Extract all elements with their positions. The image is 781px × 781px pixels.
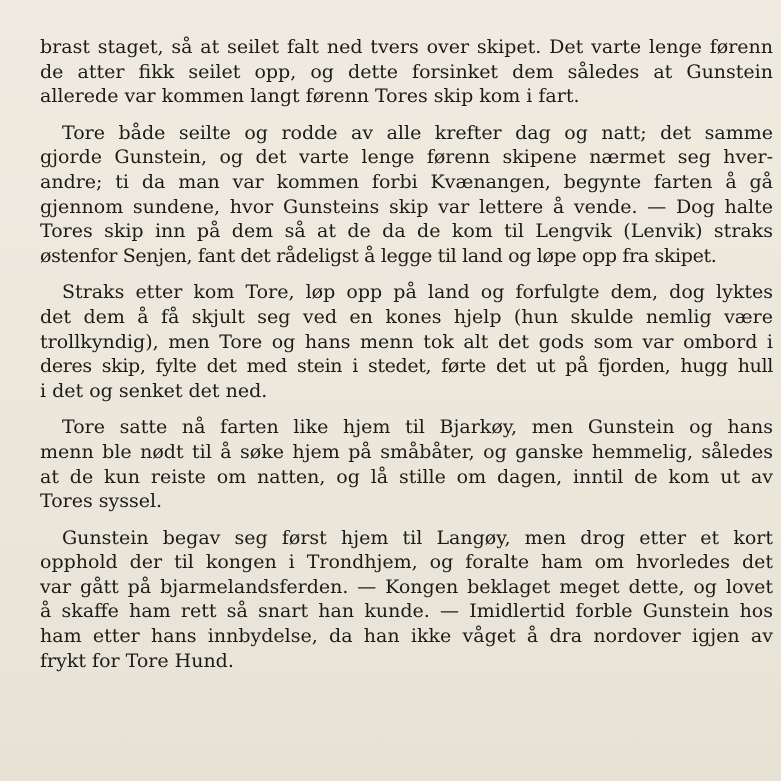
text-line: ham etter hans innbydelse, da han ikke våget å dra nordover igjen av bbox=[40, 625, 773, 648]
text-line: trollkyndig), men Tore og hans menn tok alt det gods som var ombord i bbox=[40, 330, 773, 353]
paragraph-4 bbox=[40, 415, 773, 513]
text-line: allerede var kommen langt førenn Tores skip kom i fart. bbox=[40, 85, 580, 108]
text-line: Straks etter kom Tore, løp opp på land og forfulgte dem, dog lyktes bbox=[62, 281, 773, 304]
text-line: var gått på bjarmelandsferden. — Kongen beklaget meget dette, og lovet bbox=[40, 575, 773, 598]
page-text bbox=[40, 35, 773, 685]
text-line: menn ble nødt til å søke hjem på småbåter, og ganske hemmelig, således bbox=[40, 440, 773, 463]
text-line: gjennom sundene, hvor Gunsteins skip var lettere å vende. — Dog halte bbox=[40, 195, 773, 218]
paragraph-3 bbox=[40, 280, 773, 403]
text-line: opphold der til kongen i Trondhjem, og foralte ham om hvorledes det bbox=[40, 551, 773, 574]
text-line: Tore både seilte og rodde av alle krefter dag og natt; det samme bbox=[62, 121, 773, 144]
text-line: at de kun reiste om natten, og lå stille om dagen, inntil de kom ut av bbox=[40, 465, 773, 488]
text-line: frykt for Tore Hund. bbox=[40, 649, 234, 672]
text-line: Tore satte nå farten like hjem til Bjarkøy, men Gunstein og hans bbox=[62, 416, 773, 439]
text-line: i det og senket det ned. bbox=[40, 379, 268, 402]
text-line: det dem å få skjult seg ved en kones hjelp (hun skulde nemlig være bbox=[40, 305, 773, 328]
text-line: de atter fikk seilet opp, og dette forsinket dem således at Gunstein bbox=[40, 60, 773, 83]
paragraph-1 bbox=[40, 35, 773, 109]
paragraph-5 bbox=[40, 526, 773, 674]
text-line: Tores syssel. bbox=[40, 490, 163, 513]
text-line: brast staget, så at seilet falt ned tvers over skipet. Det varte lenge førenn bbox=[40, 36, 773, 58]
text-line: Gunstein begav seg først hjem til Langøy, men drog etter et kort bbox=[62, 526, 773, 549]
text-line: Tores skip inn på dem så at de da de kom til Lengvik (Lenvik) straks bbox=[40, 220, 773, 243]
text-line: å skaffe ham rett så snart han kunde. — Imidlertid forble Gunstein hos bbox=[40, 600, 773, 623]
text-line: østenfor Senjen, fant det rådeligst å legge til land og løpe opp fra skipet. bbox=[40, 244, 717, 267]
text-line: deres skip, fylte det med stein i stedet, førte det ut på fjorden, hugg hull bbox=[40, 355, 773, 378]
paragraph-2 bbox=[40, 121, 773, 269]
text-line: gjorde Gunstein, og det varte lenge førenn skipene nærmet seg hver- bbox=[40, 146, 773, 169]
text-line: andre; ti da man var kommen forbi Kvænangen, begynte farten å gå bbox=[40, 170, 773, 193]
